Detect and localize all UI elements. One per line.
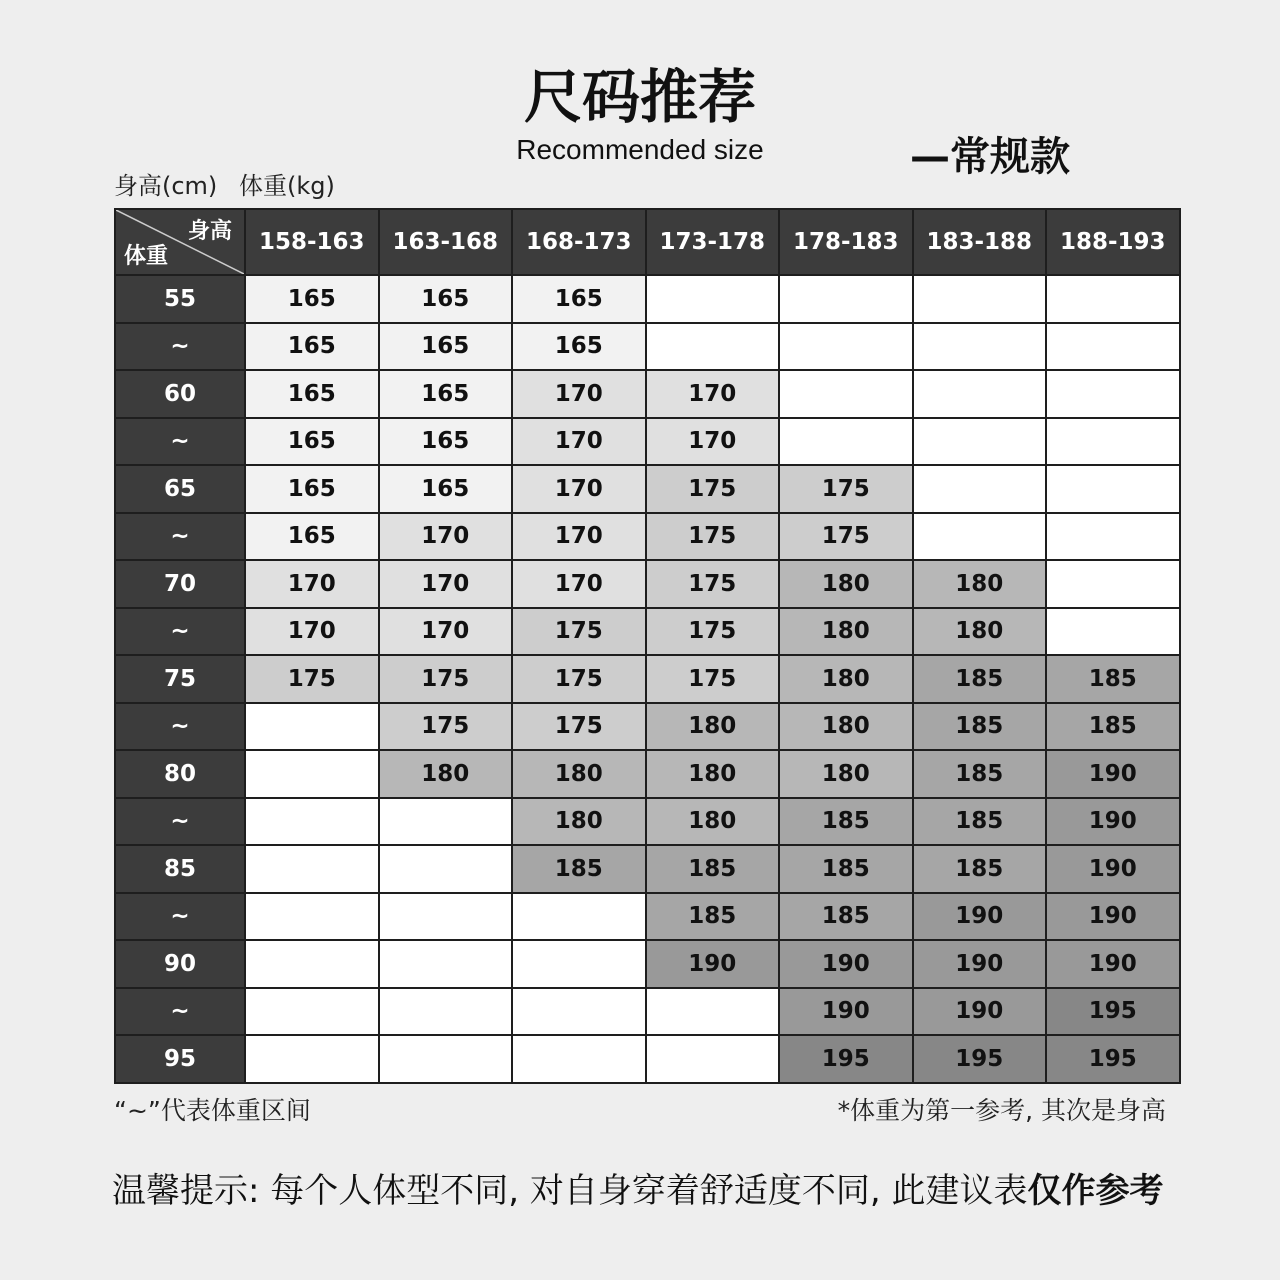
size-cell <box>245 940 379 988</box>
size-cell: 185 <box>512 845 646 893</box>
size-cell: 185 <box>779 845 913 893</box>
size-cell <box>245 750 379 798</box>
units-label <box>114 170 335 202</box>
size-cell <box>512 893 646 941</box>
table-row <box>115 798 1180 846</box>
size-cell <box>1046 275 1180 323</box>
size-cell: 165 <box>512 275 646 323</box>
table-row <box>115 703 1180 751</box>
size-cell: 175 <box>646 465 780 513</box>
size-cell <box>512 940 646 988</box>
row-header: 80 <box>115 750 245 798</box>
height-unit-label: 身高(cm) <box>114 172 218 200</box>
column-header: 178-183 <box>779 209 913 275</box>
table-row <box>115 513 1180 561</box>
size-cell: 165 <box>245 323 379 371</box>
size-cell: 170 <box>379 560 513 608</box>
table-row <box>115 893 1180 941</box>
size-cell <box>245 988 379 1036</box>
size-cell <box>1046 465 1180 513</box>
row-header: 70 <box>115 560 245 608</box>
corner-weight-label: 体重 <box>124 244 169 269</box>
size-cell: 195 <box>1046 1035 1180 1083</box>
size-cell: 185 <box>913 750 1047 798</box>
size-cell <box>379 988 513 1036</box>
size-cell: 165 <box>379 370 513 418</box>
size-cell: 170 <box>646 370 780 418</box>
size-cell: 175 <box>379 655 513 703</box>
table-row <box>115 1035 1180 1083</box>
size-chart-table <box>114 208 1181 1084</box>
size-cell: 190 <box>1046 940 1180 988</box>
table-row <box>115 370 1180 418</box>
size-cell: 165 <box>512 323 646 371</box>
reference-note: *体重为第一参考, 其次是身高 <box>837 1096 1166 1125</box>
table-row <box>115 655 1180 703</box>
size-cell: 190 <box>913 893 1047 941</box>
size-cell: 175 <box>646 560 780 608</box>
row-header: 95 <box>115 1035 245 1083</box>
size-cell: 175 <box>779 513 913 561</box>
size-cell <box>779 323 913 371</box>
size-cell: 175 <box>646 655 780 703</box>
size-cell: 185 <box>913 845 1047 893</box>
size-cell: 190 <box>913 940 1047 988</box>
size-cell: 185 <box>1046 655 1180 703</box>
size-cell: 190 <box>1046 798 1180 846</box>
column-header: 158-163 <box>245 209 379 275</box>
size-cell <box>1046 418 1180 466</box>
corner-height-label: 身高 <box>187 219 232 244</box>
size-cell: 180 <box>512 750 646 798</box>
size-cell: 170 <box>512 465 646 513</box>
size-cell <box>512 988 646 1036</box>
range-note: “~”代表体重区间 <box>114 1096 311 1125</box>
table-row <box>115 560 1180 608</box>
row-header: 65 <box>115 465 245 513</box>
column-header: 183-188 <box>913 209 1047 275</box>
size-cell: 175 <box>512 655 646 703</box>
size-cell <box>779 370 913 418</box>
size-cell: 170 <box>245 560 379 608</box>
table-row <box>115 608 1180 656</box>
page-title: 尺码推荐 <box>523 63 756 131</box>
table-row <box>115 750 1180 798</box>
row-header: 55 <box>115 275 245 323</box>
size-cell: 170 <box>379 513 513 561</box>
weight-unit-label: 体重(kg) <box>238 172 335 200</box>
column-header: 188-193 <box>1046 209 1180 275</box>
size-cell: 180 <box>512 798 646 846</box>
size-cell <box>245 703 379 751</box>
row-header: ~ <box>115 608 245 656</box>
size-cell: 180 <box>779 750 913 798</box>
size-cell: 170 <box>512 370 646 418</box>
size-cell: 180 <box>913 608 1047 656</box>
size-cell <box>1046 560 1180 608</box>
size-cell: 175 <box>646 513 780 561</box>
table-body <box>115 275 1180 1083</box>
row-header: ~ <box>115 893 245 941</box>
size-cell: 175 <box>379 703 513 751</box>
size-cell <box>913 418 1047 466</box>
size-cell: 175 <box>646 608 780 656</box>
size-cell: 170 <box>512 560 646 608</box>
row-header: ~ <box>115 798 245 846</box>
size-cell: 170 <box>512 513 646 561</box>
size-cell: 175 <box>512 608 646 656</box>
row-header: ~ <box>115 323 245 371</box>
table-row <box>115 845 1180 893</box>
size-cell: 180 <box>779 560 913 608</box>
style-label: —常规款 <box>910 134 1070 180</box>
size-cell <box>245 893 379 941</box>
size-cell: 180 <box>779 655 913 703</box>
size-cell: 190 <box>913 988 1047 1036</box>
size-cell: 180 <box>646 798 780 846</box>
size-cell <box>379 798 513 846</box>
row-header: 85 <box>115 845 245 893</box>
size-cell <box>913 323 1047 371</box>
size-cell: 190 <box>779 988 913 1036</box>
size-cell <box>646 988 780 1036</box>
size-cell: 170 <box>245 608 379 656</box>
column-header: 173-178 <box>646 209 780 275</box>
size-cell <box>913 275 1047 323</box>
size-cell: 185 <box>913 655 1047 703</box>
header-row <box>115 209 1180 275</box>
table-row <box>115 323 1180 371</box>
size-cell <box>379 1035 513 1083</box>
row-header: 60 <box>115 370 245 418</box>
table-row <box>115 465 1180 513</box>
size-cell: 185 <box>779 893 913 941</box>
size-cell: 195 <box>1046 988 1180 1036</box>
corner-cell <box>115 209 245 275</box>
tip-main: 温馨提示: 每个人体型不同, 对自身穿着舒适度不同, 此建议表 <box>112 1171 1028 1211</box>
size-cell <box>646 323 780 371</box>
size-cell: 170 <box>379 608 513 656</box>
size-cell <box>779 275 913 323</box>
size-cell: 185 <box>913 798 1047 846</box>
size-cell: 175 <box>512 703 646 751</box>
table-row <box>115 418 1180 466</box>
size-cell: 195 <box>913 1035 1047 1083</box>
row-header: ~ <box>115 703 245 751</box>
size-cell <box>1046 513 1180 561</box>
table-row <box>115 988 1180 1036</box>
row-header: 75 <box>115 655 245 703</box>
tip-emphasis: 仅作参考 <box>1027 1171 1164 1211</box>
size-cell: 175 <box>245 655 379 703</box>
size-cell: 180 <box>646 750 780 798</box>
size-cell: 165 <box>379 465 513 513</box>
size-cell <box>379 893 513 941</box>
size-cell: 165 <box>245 275 379 323</box>
size-cell <box>379 940 513 988</box>
size-cell: 165 <box>245 513 379 561</box>
size-cell <box>512 1035 646 1083</box>
size-cell <box>1046 608 1180 656</box>
size-cell: 180 <box>379 750 513 798</box>
size-cell: 165 <box>245 465 379 513</box>
size-cell <box>245 845 379 893</box>
size-cell <box>1046 323 1180 371</box>
size-cell: 175 <box>779 465 913 513</box>
size-cell <box>913 465 1047 513</box>
size-cell: 165 <box>245 370 379 418</box>
size-cell: 180 <box>779 703 913 751</box>
row-header: ~ <box>115 988 245 1036</box>
size-cell: 165 <box>379 275 513 323</box>
table-row <box>115 940 1180 988</box>
size-cell <box>245 798 379 846</box>
size-cell: 190 <box>1046 845 1180 893</box>
size-cell: 185 <box>646 845 780 893</box>
row-header: 90 <box>115 940 245 988</box>
size-cell: 180 <box>779 608 913 656</box>
table-row <box>115 275 1180 323</box>
size-cell <box>245 1035 379 1083</box>
size-cell: 185 <box>1046 703 1180 751</box>
size-cell: 190 <box>779 940 913 988</box>
tip-text <box>112 1168 1164 1214</box>
size-cell: 170 <box>646 418 780 466</box>
row-header: ~ <box>115 513 245 561</box>
size-cell <box>646 1035 780 1083</box>
size-cell: 170 <box>512 418 646 466</box>
row-header: ~ <box>115 418 245 466</box>
size-cell: 185 <box>646 893 780 941</box>
size-cell <box>646 275 780 323</box>
size-cell <box>379 845 513 893</box>
size-cell <box>913 513 1047 561</box>
size-cell: 180 <box>913 560 1047 608</box>
size-cell: 190 <box>1046 750 1180 798</box>
size-cell: 195 <box>779 1035 913 1083</box>
size-cell: 165 <box>379 323 513 371</box>
size-cell: 185 <box>779 798 913 846</box>
size-cell: 185 <box>913 703 1047 751</box>
page-subtitle: Recommended size <box>516 134 764 165</box>
size-cell: 180 <box>646 703 780 751</box>
size-cell <box>913 370 1047 418</box>
size-cell: 165 <box>379 418 513 466</box>
size-cell <box>1046 370 1180 418</box>
size-cell: 165 <box>245 418 379 466</box>
column-header: 168-173 <box>512 209 646 275</box>
size-cell: 190 <box>1046 893 1180 941</box>
size-cell <box>779 418 913 466</box>
column-header: 163-168 <box>379 209 513 275</box>
size-cell: 190 <box>646 940 780 988</box>
